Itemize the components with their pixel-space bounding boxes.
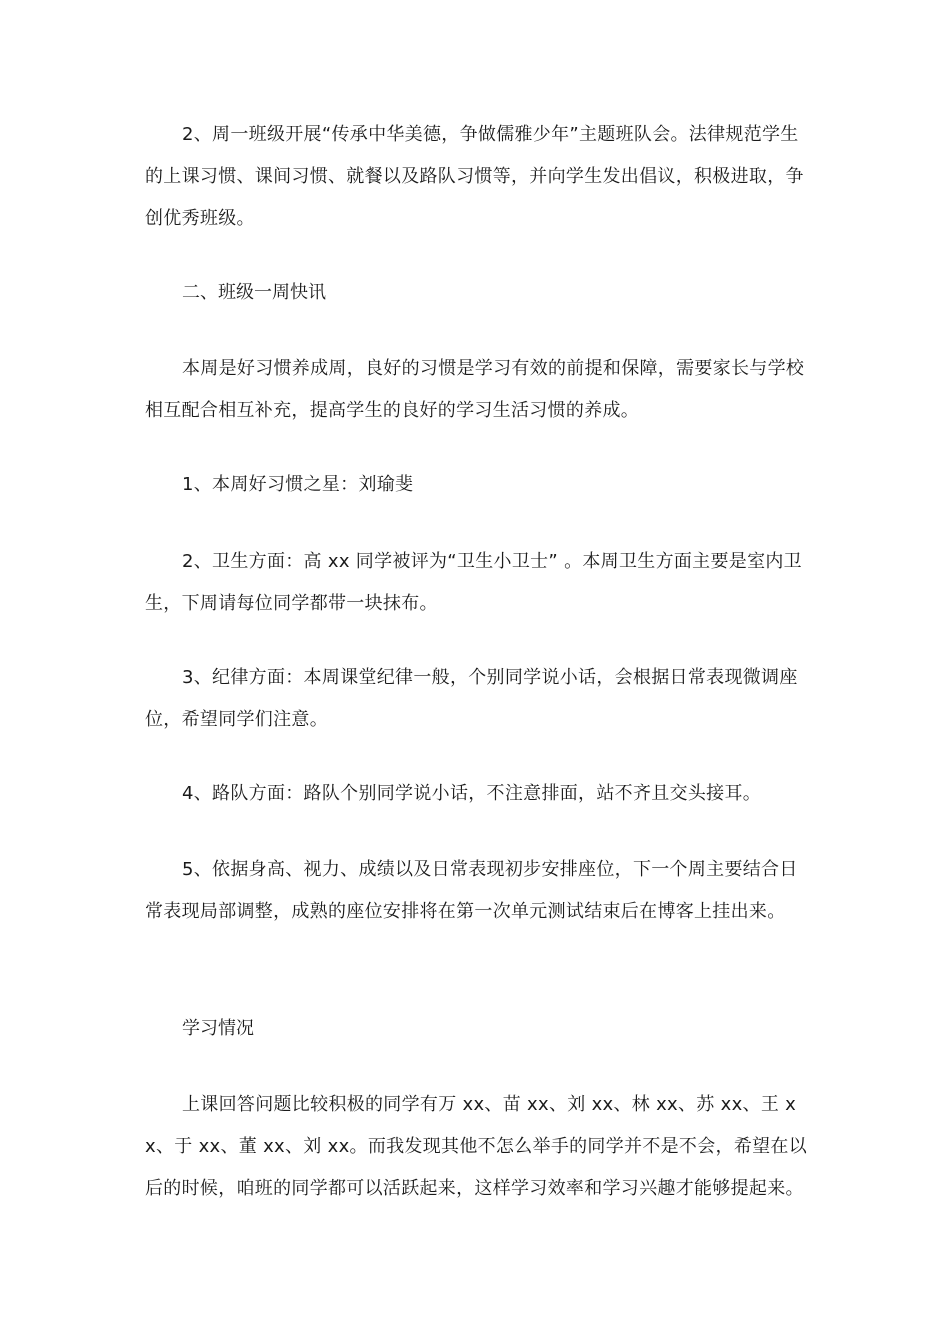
section-heading-weekly-news: 二、班级一周快讯 xyxy=(182,282,326,303)
paragraph-discipline: 3、纪律方面：本周课堂纪律一般，个别同学说小话，会根据日常表现微调座位，希望同学们注意。 xyxy=(145,667,798,730)
paragraph-hygiene: 2、卫生方面：高 xx 同学被评为“卫生小卫士” 。本周卫生方面主要是室内卫生，下周请每位同学都带一块抹布。 xyxy=(145,551,802,614)
paragraph-line-up: 4、路队方面：路队个别同学说小话，不注意排面，站不齐且交头接耳。 xyxy=(182,783,762,804)
paragraph-class-meeting: 2、周一班级开展“传承中华美德，争做儒雅少年”主题班队会。法律规范学生的上课习惯、课间习惯、就餐以及路队习惯等，并向学生发出倡议，积极进取，争创优秀班级。 xyxy=(145,124,804,229)
paragraph-study-situation: 上课回答问题比较积极的同学有万 xx、苗 xx、刘 xx、林 xx、苏 xx、王 xx、于 xx、董 xx、刘 xx。而我发现其他不怎么举手的同学并不是不会，希望在以后的时候，咱班的同学都可以活跃起来，这样学习效率和学习兴趣才能够提起来。 xyxy=(145,1094,808,1199)
section-heading-study: 学习情况 xyxy=(182,1018,254,1039)
paragraph-habit-star: 1、本周好习惯之星：刘瑜斐 xyxy=(182,474,414,495)
paragraph-habit-week: 本周是好习惯养成周，良好的习惯是学习有效的前提和保障，需要家长与学校相互配合相互补充，提高学生的良好的学习生活习惯的养成。 xyxy=(145,358,805,421)
paragraph-seating: 5、依据身高、视力、成绩以及日常表现初步安排座位，下一个周主要结合日常表现局部调整，成熟的座位安排将在第一次单元测试结束后在博客上挂出来。 xyxy=(145,859,798,922)
